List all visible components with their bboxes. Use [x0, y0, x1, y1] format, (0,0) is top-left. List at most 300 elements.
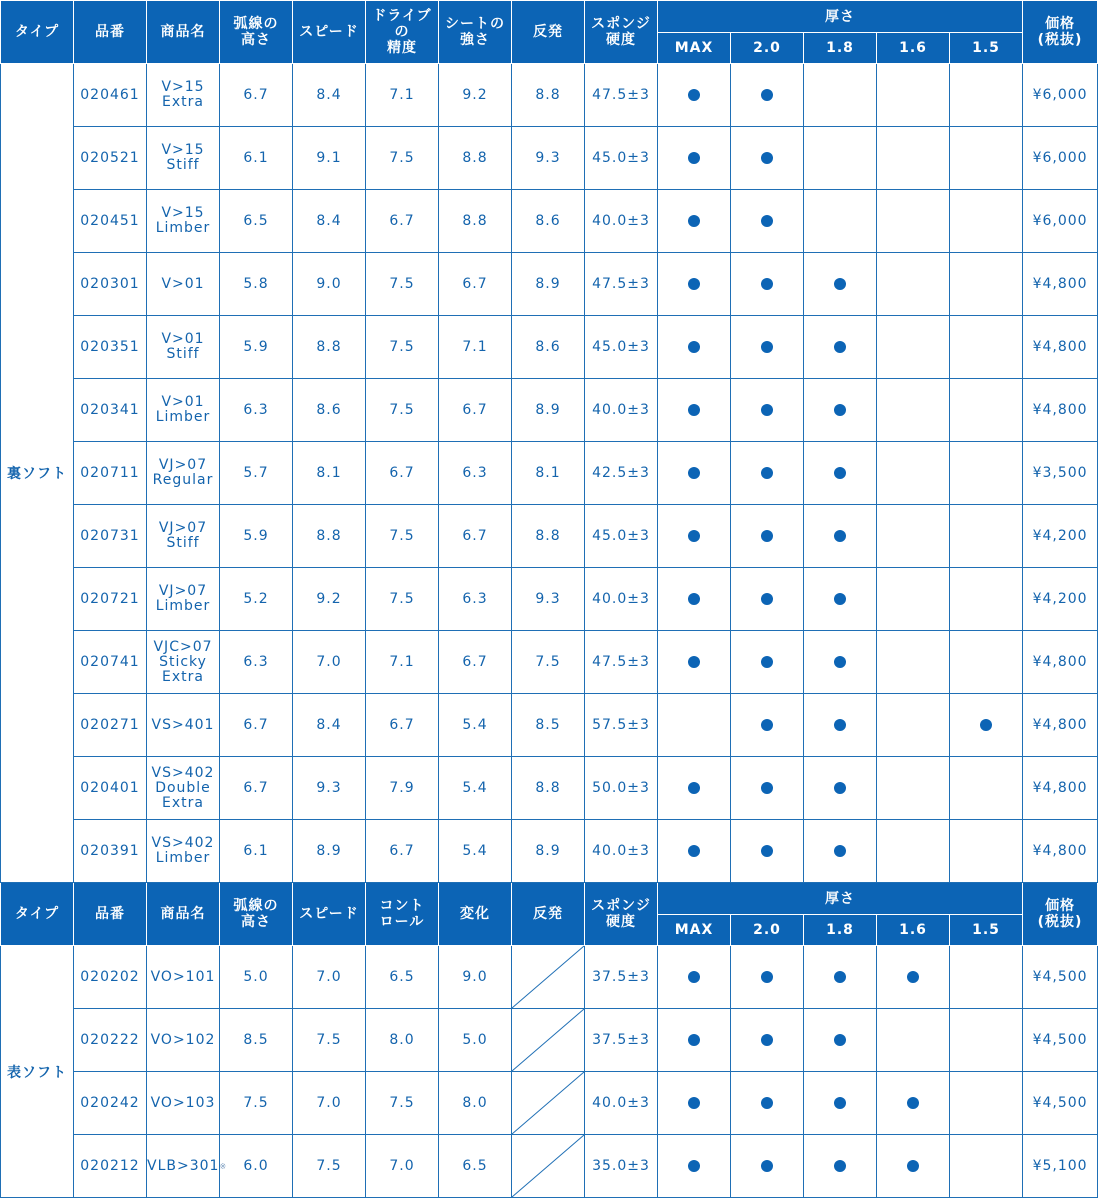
thickness-cell [658, 190, 731, 253]
header-c4-text: 強さ [460, 32, 490, 48]
thickness-cell [731, 757, 804, 820]
thickness-cell [731, 505, 804, 568]
thickness-cell [731, 442, 804, 505]
header-price [1023, 883, 1098, 946]
spec-c1: 7.5 [220, 1072, 293, 1135]
thickness-cell [658, 505, 731, 568]
spec-c3: 7.9 [366, 757, 439, 820]
thickness-cell [731, 694, 804, 757]
spec-c3: 7.5 [366, 127, 439, 190]
price: ¥6,000 [1023, 190, 1098, 253]
product-code: 020351 [74, 316, 147, 379]
thickness-cell [731, 316, 804, 379]
thickness-cell [658, 1072, 731, 1135]
product-code: 020202 [74, 946, 147, 1009]
table-row [1, 190, 1098, 253]
table-row [1, 127, 1098, 190]
spec-c1: 6.7 [220, 694, 293, 757]
diagonal-line [512, 1072, 584, 1134]
price: ¥4,200 [1023, 568, 1098, 631]
table-row [1, 1135, 1098, 1198]
available-dot-icon [834, 1034, 846, 1046]
spec-c3: 7.5 [366, 316, 439, 379]
spec-c4: 6.7 [439, 379, 512, 442]
available-dot-icon [688, 404, 700, 416]
spec-c4: 6.7 [439, 253, 512, 316]
spec-c6: 47.5±3 [585, 253, 658, 316]
spec-c5: 8.9 [512, 253, 585, 316]
thickness-cell [658, 316, 731, 379]
thickness-cell [877, 694, 950, 757]
price: ¥5,100 [1023, 1135, 1098, 1198]
table-row [1, 253, 1098, 316]
spec-c6: 40.0±3 [585, 1072, 658, 1135]
available-dot-icon [761, 530, 773, 542]
spec-c6: 57.5±3 [585, 694, 658, 757]
spec-c1: 6.5 [220, 190, 293, 253]
thickness-cell [804, 190, 877, 253]
header-c5-text: 反発 [533, 24, 563, 40]
product-name-line: Limber [155, 409, 211, 425]
spec-c4: 5.0 [439, 1009, 512, 1072]
header-c4 [439, 1, 512, 64]
product-name-line: Double [155, 779, 211, 796]
thickness-cell [804, 631, 877, 694]
product-name-line: VO>103 [150, 1094, 216, 1111]
available-dot-icon [761, 341, 773, 353]
product-name-line: VJ>07 [158, 520, 208, 536]
available-dot-icon [834, 1160, 846, 1172]
available-dot-icon [761, 89, 773, 101]
spec-c1: 5.9 [220, 505, 293, 568]
product-name-line: Stiff [166, 157, 200, 173]
thickness-cell [804, 757, 877, 820]
thickness-cell [731, 1072, 804, 1135]
available-dot-icon [834, 656, 846, 668]
spec-c6: 42.5±3 [585, 442, 658, 505]
product-name [147, 379, 220, 442]
header-c6-text: 硬度 [606, 914, 636, 930]
product-code: 020451 [74, 190, 147, 253]
spec-c4: 6.7 [439, 631, 512, 694]
product-code: 020731 [74, 505, 147, 568]
available-dot-icon [834, 278, 846, 290]
available-dot-icon [761, 782, 773, 794]
header-c1-text: 高さ [241, 914, 271, 930]
spec-c2: 8.8 [293, 505, 366, 568]
thickness-cell [877, 127, 950, 190]
spec-c5: 8.6 [512, 190, 585, 253]
thickness-cell [658, 127, 731, 190]
thickness-cell [731, 631, 804, 694]
spec-c2: 7.5 [293, 1135, 366, 1198]
product-name-line: V>01 [161, 394, 205, 410]
spec-c3: 7.5 [366, 505, 439, 568]
product-code: 020721 [74, 568, 147, 631]
thickness-cell [804, 820, 877, 883]
spec-c3: 6.5 [366, 946, 439, 1009]
header-c1-text: 弧線の [233, 16, 279, 32]
spec-c2: 8.4 [293, 190, 366, 253]
spec-c1: 6.1 [220, 820, 293, 883]
spec-c1: 8.5 [220, 1009, 293, 1072]
thickness-cell [658, 253, 731, 316]
thickness-cell [877, 505, 950, 568]
thickness-cell [731, 820, 804, 883]
header-c4 [439, 883, 512, 946]
thickness-cell [804, 379, 877, 442]
product-name-line: V>15 [161, 142, 205, 158]
product-code: 020461 [74, 64, 147, 127]
thickness-cell [731, 253, 804, 316]
product-code: 020711 [74, 442, 147, 505]
product-name-line: Limber [155, 598, 211, 614]
price: ¥4,800 [1023, 631, 1098, 694]
header-thickness-col: 1.6 [877, 915, 950, 946]
table-row [1, 757, 1098, 820]
available-dot-icon [834, 593, 846, 605]
header-c2-text: スピード [299, 906, 359, 922]
product-name-line: V>01 [161, 275, 205, 292]
product-name [147, 253, 220, 316]
header-c5 [512, 1, 585, 64]
spec-c5: 8.6 [512, 316, 585, 379]
thickness-cell [804, 946, 877, 1009]
thickness-cell [804, 316, 877, 379]
spec-c6: 45.0±3 [585, 505, 658, 568]
header-thickness-col: 1.5 [950, 915, 1023, 946]
header-c3 [366, 883, 439, 946]
available-dot-icon [761, 845, 773, 857]
footnote-mark: ※ [219, 1161, 227, 1171]
spec-c5: 8.8 [512, 757, 585, 820]
product-name [147, 757, 220, 820]
product-name [147, 568, 220, 631]
available-dot-icon [834, 404, 846, 416]
spec-c3: 7.1 [366, 631, 439, 694]
product-name [147, 820, 220, 883]
product-name-line: Extra [162, 668, 204, 685]
spec-c5: 9.3 [512, 568, 585, 631]
table-row [1, 505, 1098, 568]
spec-c6: 37.5±3 [585, 1009, 658, 1072]
thickness-cell [804, 505, 877, 568]
spec-c5: 8.8 [512, 505, 585, 568]
spec-c1: 6.1 [220, 127, 293, 190]
product-name [147, 1135, 227, 1198]
available-dot-icon [688, 845, 700, 857]
header-c3-text: ロール [379, 914, 425, 930]
table-row [1, 694, 1098, 757]
available-dot-icon [688, 782, 700, 794]
spec-c2: 7.5 [293, 1009, 366, 1072]
header-code: 品番 [74, 883, 147, 946]
spec-c4: 8.8 [439, 190, 512, 253]
spec-c2: 9.2 [293, 568, 366, 631]
thickness-cell [950, 631, 1023, 694]
header-c1-text: 高さ [241, 32, 271, 48]
available-dot-icon [761, 1034, 773, 1046]
product-code: 020741 [74, 631, 147, 694]
thickness-cell [877, 316, 950, 379]
product-name-line: VS>402 [151, 835, 215, 851]
spec-c3: 8.0 [366, 1009, 439, 1072]
spec-c6: 47.5±3 [585, 64, 658, 127]
available-dot-icon [761, 404, 773, 416]
product-code: 020341 [74, 379, 147, 442]
table-row [1, 946, 1098, 1009]
header-c6 [585, 883, 658, 946]
spec-c6: 37.5±3 [585, 946, 658, 1009]
thickness-cell [804, 64, 877, 127]
available-dot-icon [834, 971, 846, 983]
thickness-cell [804, 127, 877, 190]
available-dot-icon [761, 215, 773, 227]
product-name [147, 316, 220, 379]
available-dot-icon [761, 719, 773, 731]
header-price-text: (税抜) [1037, 32, 1083, 48]
available-dot-icon [834, 782, 846, 794]
price: ¥4,500 [1023, 1009, 1098, 1072]
header-c5-text: 反発 [533, 906, 563, 922]
header-c3-text: コント [379, 898, 425, 914]
thickness-cell [950, 568, 1023, 631]
price: ¥6,000 [1023, 127, 1098, 190]
product-name-line: VO>102 [150, 1031, 216, 1048]
available-dot-icon [834, 845, 846, 857]
price: ¥3,500 [1023, 442, 1098, 505]
header-c2 [293, 1, 366, 64]
thickness-cell [877, 190, 950, 253]
spec-c6: 40.0±3 [585, 190, 658, 253]
price: ¥4,800 [1023, 694, 1098, 757]
thickness-cell [950, 190, 1023, 253]
header-price [1023, 1, 1098, 64]
product-name-line: VJ>07 [158, 583, 208, 599]
thickness-cell [658, 442, 731, 505]
thickness-cell [950, 379, 1023, 442]
header-c6-text: スポンジ [591, 898, 651, 914]
spec-c5: 8.5 [512, 694, 585, 757]
product-code: 020401 [74, 757, 147, 820]
header-c1 [220, 883, 293, 946]
product-name [147, 1009, 220, 1072]
thickness-cell [950, 505, 1023, 568]
header-c1 [220, 1, 293, 64]
header-c4-text: シートの [445, 16, 505, 32]
header-thickness-col: 2.0 [731, 33, 804, 64]
not-applicable-cell [512, 1135, 585, 1198]
product-name-line: VO>101 [150, 968, 216, 985]
available-dot-icon [688, 152, 700, 164]
spec-c4: 5.4 [439, 757, 512, 820]
spec-c6: 35.0±3 [585, 1135, 658, 1198]
spec-c2: 9.0 [293, 253, 366, 316]
spec-c4: 5.4 [439, 820, 512, 883]
product-name [147, 127, 220, 190]
available-dot-icon [907, 971, 919, 983]
header-thickness-col: 1.8 [804, 915, 877, 946]
thickness-cell [950, 253, 1023, 316]
thickness-cell [658, 64, 731, 127]
header-type: タイプ [1, 1, 74, 64]
spec-c2: 7.0 [293, 946, 366, 1009]
product-name [147, 505, 220, 568]
spec-c6: 50.0±3 [585, 757, 658, 820]
available-dot-icon [907, 1097, 919, 1109]
product-name [147, 442, 220, 505]
table-row [1, 64, 1098, 127]
thickness-cell [877, 379, 950, 442]
diagonal-line [512, 1135, 584, 1197]
product-code: 020242 [74, 1072, 147, 1135]
thickness-cell [731, 946, 804, 1009]
product-code: 020222 [74, 1009, 147, 1072]
product-name-line: Limber [155, 220, 211, 236]
available-dot-icon [907, 1160, 919, 1172]
product-name-line: VLB>301 [147, 1157, 220, 1174]
price: ¥4,800 [1023, 253, 1098, 316]
available-dot-icon [688, 530, 700, 542]
diagonal-line [512, 1009, 584, 1071]
product-name-line: VJC>07 [153, 638, 213, 655]
spec-c3: 7.5 [366, 568, 439, 631]
thickness-cell [950, 127, 1023, 190]
available-dot-icon [761, 1160, 773, 1172]
thickness-cell [658, 946, 731, 1009]
spec-c5: 7.5 [512, 631, 585, 694]
product-code: 020521 [74, 127, 147, 190]
spec-c1: 6.3 [220, 631, 293, 694]
header-thickness-col: 1.8 [804, 33, 877, 64]
product-name-line: VS>401 [151, 716, 215, 733]
product-name-line: Extra [162, 94, 204, 110]
thickness-cell [950, 694, 1023, 757]
thickness-cell [731, 568, 804, 631]
thickness-cell [731, 379, 804, 442]
spec-c5: 8.1 [512, 442, 585, 505]
spec-c4: 9.0 [439, 946, 512, 1009]
available-dot-icon [980, 719, 992, 731]
spec-c1: 6.7 [220, 757, 293, 820]
spec-c1: 6.7 [220, 64, 293, 127]
header-c3-text: 精度 [387, 40, 417, 56]
available-dot-icon [688, 1160, 700, 1172]
spec-c4: 8.8 [439, 127, 512, 190]
product-name-line: Stiff [166, 535, 200, 551]
header-row [1, 883, 1098, 915]
thickness-cell [877, 442, 950, 505]
spec-c2: 8.4 [293, 694, 366, 757]
available-dot-icon [834, 467, 846, 479]
product-code: 020212 [74, 1135, 147, 1198]
spec-c1: 5.0 [220, 946, 293, 1009]
price: ¥4,800 [1023, 757, 1098, 820]
thickness-cell [804, 694, 877, 757]
product-name-line: V>01 [161, 331, 205, 347]
available-dot-icon [761, 971, 773, 983]
header-c6 [585, 1, 658, 64]
spec-c1: 5.8 [220, 253, 293, 316]
spec-c3: 6.7 [366, 442, 439, 505]
diagonal-line [512, 946, 584, 1008]
header-c2-text: スピード [299, 24, 359, 40]
header-c2 [293, 883, 366, 946]
spec-c1: 5.7 [220, 442, 293, 505]
header-thickness-col: 1.6 [877, 33, 950, 64]
spec-c1: 6.3 [220, 379, 293, 442]
thickness-cell [877, 631, 950, 694]
available-dot-icon [834, 530, 846, 542]
table-row [1, 1072, 1098, 1135]
product-name-line: VJ>07 [158, 457, 208, 473]
header-c4-text: 変化 [460, 906, 490, 922]
available-dot-icon [688, 656, 700, 668]
header-price-text: 価格 [1045, 898, 1076, 914]
spec-c6: 40.0±3 [585, 379, 658, 442]
spec-c6: 45.0±3 [585, 127, 658, 190]
available-dot-icon [761, 278, 773, 290]
available-dot-icon [834, 341, 846, 353]
thickness-cell [658, 757, 731, 820]
product-name [147, 631, 220, 694]
available-dot-icon [834, 1097, 846, 1109]
spec-c2: 8.1 [293, 442, 366, 505]
available-dot-icon [834, 719, 846, 731]
header-c3-text: ドライブの [372, 8, 432, 40]
available-dot-icon [688, 1034, 700, 1046]
thickness-cell [950, 946, 1023, 1009]
header-code: 品番 [74, 1, 147, 64]
spec-c4: 6.3 [439, 442, 512, 505]
thickness-cell [950, 442, 1023, 505]
spec-c2: 9.1 [293, 127, 366, 190]
table-row [1, 568, 1098, 631]
product-code: 020301 [74, 253, 147, 316]
thickness-cell [950, 1135, 1023, 1198]
table-row [1, 442, 1098, 505]
header-c5 [512, 883, 585, 946]
product-name [147, 946, 220, 1009]
table-row [1, 631, 1098, 694]
thickness-cell [877, 64, 950, 127]
thickness-cell [877, 820, 950, 883]
table-body [1, 1, 1098, 1198]
spec-c3: 6.7 [366, 190, 439, 253]
spec-c5: 8.9 [512, 820, 585, 883]
header-c6-text: スポンジ [591, 16, 651, 32]
header-name: 商品名 [147, 1, 220, 64]
spec-c4: 6.5 [439, 1135, 512, 1198]
thickness-cell [877, 568, 950, 631]
thickness-cell [804, 1009, 877, 1072]
available-dot-icon [688, 215, 700, 227]
thickness-cell [950, 316, 1023, 379]
spec-c4: 9.2 [439, 64, 512, 127]
thickness-cell [950, 757, 1023, 820]
thickness-cell [877, 1009, 950, 1072]
available-dot-icon [688, 971, 700, 983]
thickness-cell [731, 64, 804, 127]
spec-c3: 7.5 [366, 253, 439, 316]
spec-c2: 8.4 [293, 64, 366, 127]
product-name-line: Extra [162, 794, 204, 811]
available-dot-icon [761, 656, 773, 668]
thickness-cell [804, 253, 877, 316]
spec-c5: 9.3 [512, 127, 585, 190]
spec-c4: 7.1 [439, 316, 512, 379]
spec-c6: 47.5±3 [585, 631, 658, 694]
